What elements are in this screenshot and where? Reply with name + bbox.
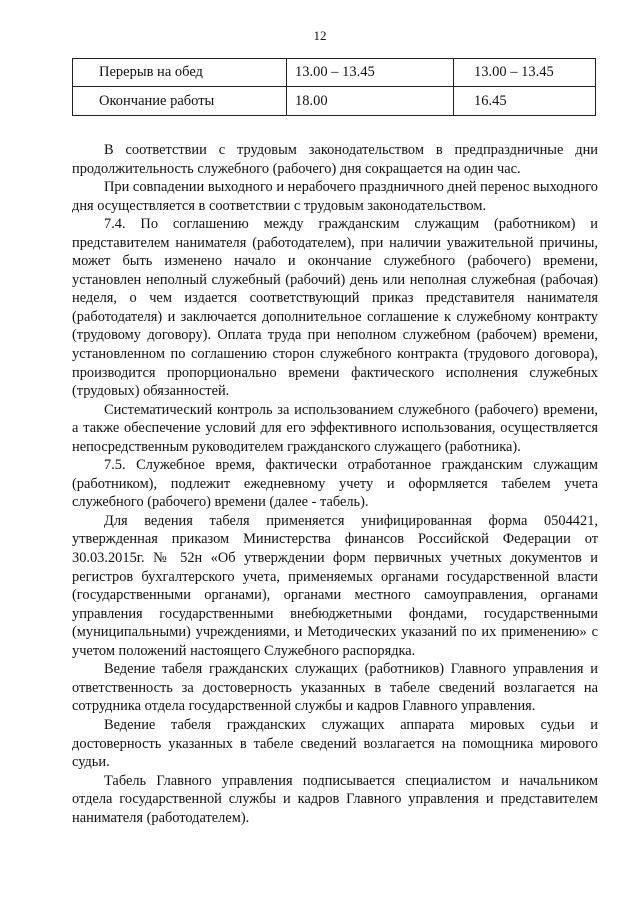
row-label: Окончание работы <box>73 87 287 116</box>
paragraph: Ведение табеля гражданских служащих аппарата мировых судьи и достоверность указанных в табеле сведений возлагается на помощника мирового судьи. <box>72 716 598 771</box>
paragraph: 7.5. Служебное время, фактически отработанное гражданским служащим (работником), подлежит ежедневному учету и оформляется табелем учета служебного (рабочего) времени (далее - табель). <box>72 457 598 511</box>
paragraph: Ведение табеля гражданских служащих (работников) Главного управления и ответственность за достоверность указанных в табеле сведений возлагается на сотрудника отдела государственной службы и кадров Главного управления. <box>72 661 598 715</box>
page-number: 12 <box>313 28 327 43</box>
paragraph: В соответствии с трудовым законодательством в предпраздничные дни продолжительность служебного (рабочего) дня сокращается на один час. <box>72 142 598 177</box>
paragraph: Для ведения табеля применяется унифицированная форма 0504421, утвержденная приказом Министерства финансов Российской Федерации от 30.03.2015г. № 52н «Об утверждении форм первичных учетных документов и регистров бухгалтерского учета, применяемых органами государственной власти (государственными органами), органами местного самоуправления, органами управления государственными внебюджетными фондами, государственными (муниципальными) учреждениями, и Методических указаний по их применению» с учетом положений настоящего Служебного распорядка. <box>72 512 598 659</box>
paragraph: При совпадении выходного и нерабочего праздничного дней перенос выходного дня осуществляется в соответствии с трудовым законодательством. <box>72 179 598 214</box>
work-schedule-table <box>72 58 596 116</box>
paragraph: Систематический контроль за использованием служебного (рабочего) времени, а также обеспечение условий для его эффективного использования, осуществляется непосредственным руководителем гражданского служащего (работника). <box>72 401 598 455</box>
row-label: Перерыв на обед <box>73 59 287 87</box>
document-body <box>72 141 598 827</box>
table-row <box>73 59 596 87</box>
table-row <box>73 87 596 116</box>
cell-time: 16.45 <box>454 87 596 116</box>
cell-time: 13.00 – 13.45 <box>454 59 596 87</box>
paragraph: 7.4. По соглашению между гражданским служащим (работником) и представителем нанимателя (работодателем), при наличии уважительной причины, может быть изменено начало и окончание служебного (рабочего) времени, установлен неполный служебный (рабочий) день или неполная служебная (рабочая) неделя, о чем издается соответствующий приказ представителя нанимателя (работодателя) и заключается дополнительное соглашение к служебному контракту (трудовому договору). Оплата труда при неполном служебном (рабочем) времени, установленном по соглашению сторон служебного контракта (трудового договора), производится пропорционально времени фактического исполнения служебных (трудовых) обязанностей. <box>72 216 598 400</box>
cell-time: 18.00 <box>287 87 454 116</box>
paragraph: Табель Главного управления подписывается специалистом и начальником отдела государственной службы и кадров Главного управления и представителем нанимателя (работодателем). <box>72 772 598 826</box>
cell-time: 13.00 – 13.45 <box>287 59 454 87</box>
